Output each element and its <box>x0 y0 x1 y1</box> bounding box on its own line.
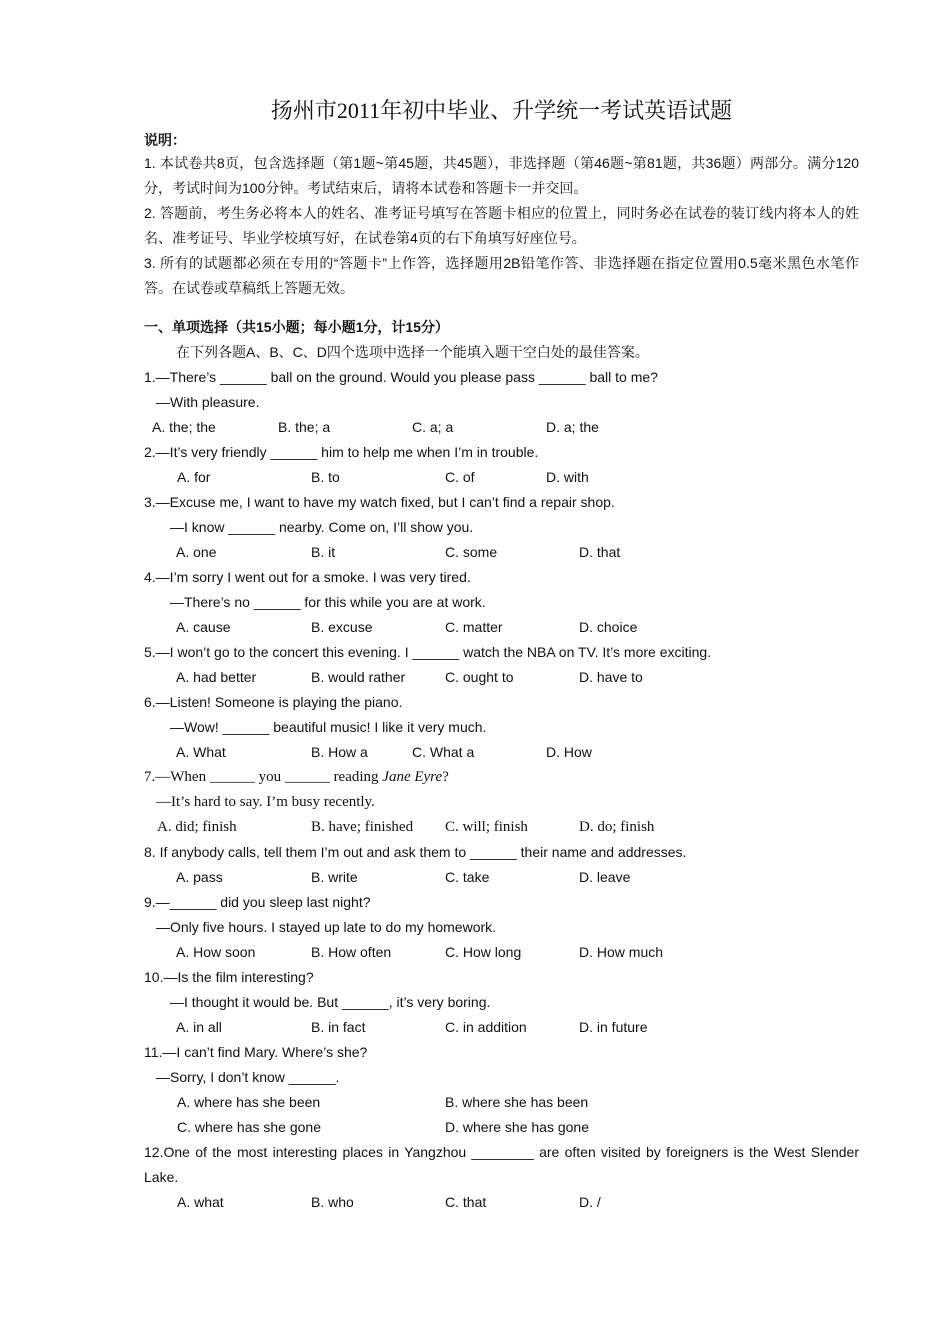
option-c: C. How long <box>445 944 522 960</box>
option-b: B. How often <box>311 944 392 960</box>
option-a: A. did; finish <box>157 819 237 835</box>
question-options <box>144 540 859 565</box>
option-a: A. where has she been <box>177 1094 321 1110</box>
option-a: A. in all <box>176 1019 222 1035</box>
question-options <box>144 1015 859 1040</box>
option-a: A. cause <box>176 619 231 635</box>
option-c: C. that <box>445 1194 487 1210</box>
option-b: B. excuse <box>311 619 373 635</box>
page-content <box>144 96 859 1215</box>
question-stem <box>144 765 859 790</box>
option-d: D. leave <box>579 869 631 885</box>
option-b: B. have; finished <box>311 819 414 835</box>
question-options <box>144 865 859 890</box>
option-b: B. to <box>311 469 340 485</box>
option-d: D. where she has gone <box>445 1119 589 1135</box>
option-a: A. for <box>177 469 211 485</box>
option-b: B. in fact <box>311 1019 366 1035</box>
question-reply: —Wow! ______ beautiful music! I like it very much. <box>170 719 487 735</box>
option-d: D. choice <box>579 619 638 635</box>
question-options <box>144 815 859 840</box>
option-a: A. What <box>176 744 226 760</box>
question-stem-start: 7.—When ______ you ______ reading <box>144 769 383 785</box>
question-stem: 2.—It’s very friendly ______ him to help me when I’m in trouble. <box>144 444 539 460</box>
option-c: C. ought to <box>445 669 514 685</box>
question-stem: 1.—There’s ______ ball on the ground. Would you please pass ______ ball to me? <box>144 369 658 385</box>
question-stem-end: ? <box>442 769 449 785</box>
notes-label: 说明： <box>144 132 186 148</box>
option-d: D. with <box>546 469 589 485</box>
question-stem: 5.—I won’t go to the concert this evening. I ______ watch the NBA on TV. It’s more exciting. <box>144 644 712 660</box>
page-title: 扬州市2011年初中毕业、升学统一考试英语试题 <box>270 98 733 123</box>
question-stem: 8. If anybody calls, tell them I’m out and ask them to ______ their name and addresses. <box>144 844 687 860</box>
section-instruction: 在下列各题A、B、C、D四个选项中选择一个能填入题干空白处的最佳答案。 <box>176 344 649 360</box>
option-b: B. How a <box>311 744 368 760</box>
question-reply: —There’s no ______ for this while you are at work. <box>170 594 486 610</box>
option-d: D. / <box>579 1194 601 1210</box>
section-heading: 一、单项选择（共15小题；每小题1分，计15分） <box>144 319 449 335</box>
question-stem: 9.—______ did you sleep last night? <box>144 894 371 910</box>
question-reply: —With pleasure. <box>156 394 260 410</box>
question-options <box>144 615 859 640</box>
question-stem: 4.—I’m sorry I went out for a smoke. I was very tired. <box>144 569 471 585</box>
option-d: D. in future <box>579 1019 648 1035</box>
option-b: B. write <box>311 869 358 885</box>
option-c: C. take <box>445 869 490 885</box>
option-a: A. what <box>177 1194 224 1210</box>
question-options <box>144 1090 859 1115</box>
question-reply: —I know ______ nearby. Come on, I’ll show you. <box>170 519 474 535</box>
option-c: C. matter <box>445 619 503 635</box>
option-c: C. What a <box>412 744 475 760</box>
note-item: 2. 答题前，考生务必将本人的姓名、准考证号填写在答题卡相应的位置上，同时务必在试卷的装订线内将本人的姓名、准考证号、毕业学校填写好，在试卷第4页的右下角填写好座位号。 <box>144 205 859 246</box>
question-options <box>144 1115 859 1140</box>
option-a: A. pass <box>176 869 223 885</box>
option-c: C. will; finish <box>445 819 528 835</box>
question-stem: 3.—Excuse me, I want to have my watch fixed, but I can’t find a repair shop. <box>144 494 615 510</box>
option-a: A. had better <box>176 669 257 685</box>
question-reply: —It’s hard to say. I’m busy recently. <box>156 794 375 810</box>
option-c: C. some <box>445 544 498 560</box>
option-b: B. it <box>311 544 336 560</box>
option-a: A. How soon <box>176 944 256 960</box>
option-c: C. a; a <box>412 419 454 435</box>
question-reply: —Sorry, I don’t know ______. <box>156 1069 340 1085</box>
option-c: C. of <box>445 469 475 485</box>
option-b: B. the; a <box>278 419 331 435</box>
question-reply: —I thought it would be. But ______, it’s very boring. <box>170 994 491 1010</box>
question-options <box>144 415 859 440</box>
option-a: A. one <box>176 544 217 560</box>
option-d: D. that <box>579 544 621 560</box>
question-reply: —Only five hours. I stayed up late to do my homework. <box>156 919 497 935</box>
question-options <box>144 1190 859 1215</box>
question-stem: 10.—Is the film interesting? <box>144 969 314 985</box>
option-d: D. do; finish <box>579 819 655 835</box>
option-b: B. who <box>311 1194 354 1210</box>
option-d: D. a; the <box>546 419 599 435</box>
question-options <box>144 740 859 765</box>
option-d: D. How much <box>579 944 664 960</box>
question-stem: 12.One of the most interesting places in Yangzhou ________ are often visited by foreigners is the West Slender Lake. <box>144 1144 859 1185</box>
note-item: 3. 所有的试题都必须在专用的“答题卡”上作答，选择题用2B铅笔作答、非选择题在指定位置用0.5毫米黑色水笔作答。在试卷或草稿纸上答题无效。 <box>144 255 859 296</box>
option-c: C. where has she gone <box>177 1119 321 1135</box>
question-options <box>144 465 859 490</box>
option-d: D. How <box>546 744 592 760</box>
option-d: D. have to <box>579 669 643 685</box>
option-a: A. the; the <box>152 419 216 435</box>
question-stem: 11.—I can’t find Mary. Where’s she? <box>144 1044 368 1060</box>
option-b: B. where she has been <box>445 1094 589 1110</box>
option-b: B. would rather <box>311 669 406 685</box>
option-c: C. in addition <box>445 1019 527 1035</box>
question-stem: 6.—Listen! Someone is playing the piano. <box>144 694 403 710</box>
book-title: Jane Eyre <box>382 769 443 785</box>
question-options <box>144 940 859 965</box>
note-item: 1. 本试卷共8页，包含选择题（第1题~第45题，共45题），非选择题（第46题~第81题，共36题）两部分。满分120分，考试时间为100分钟。考试结束后，请将本试卷和答题卡一并交回。 <box>144 155 859 196</box>
question-options <box>144 665 859 690</box>
